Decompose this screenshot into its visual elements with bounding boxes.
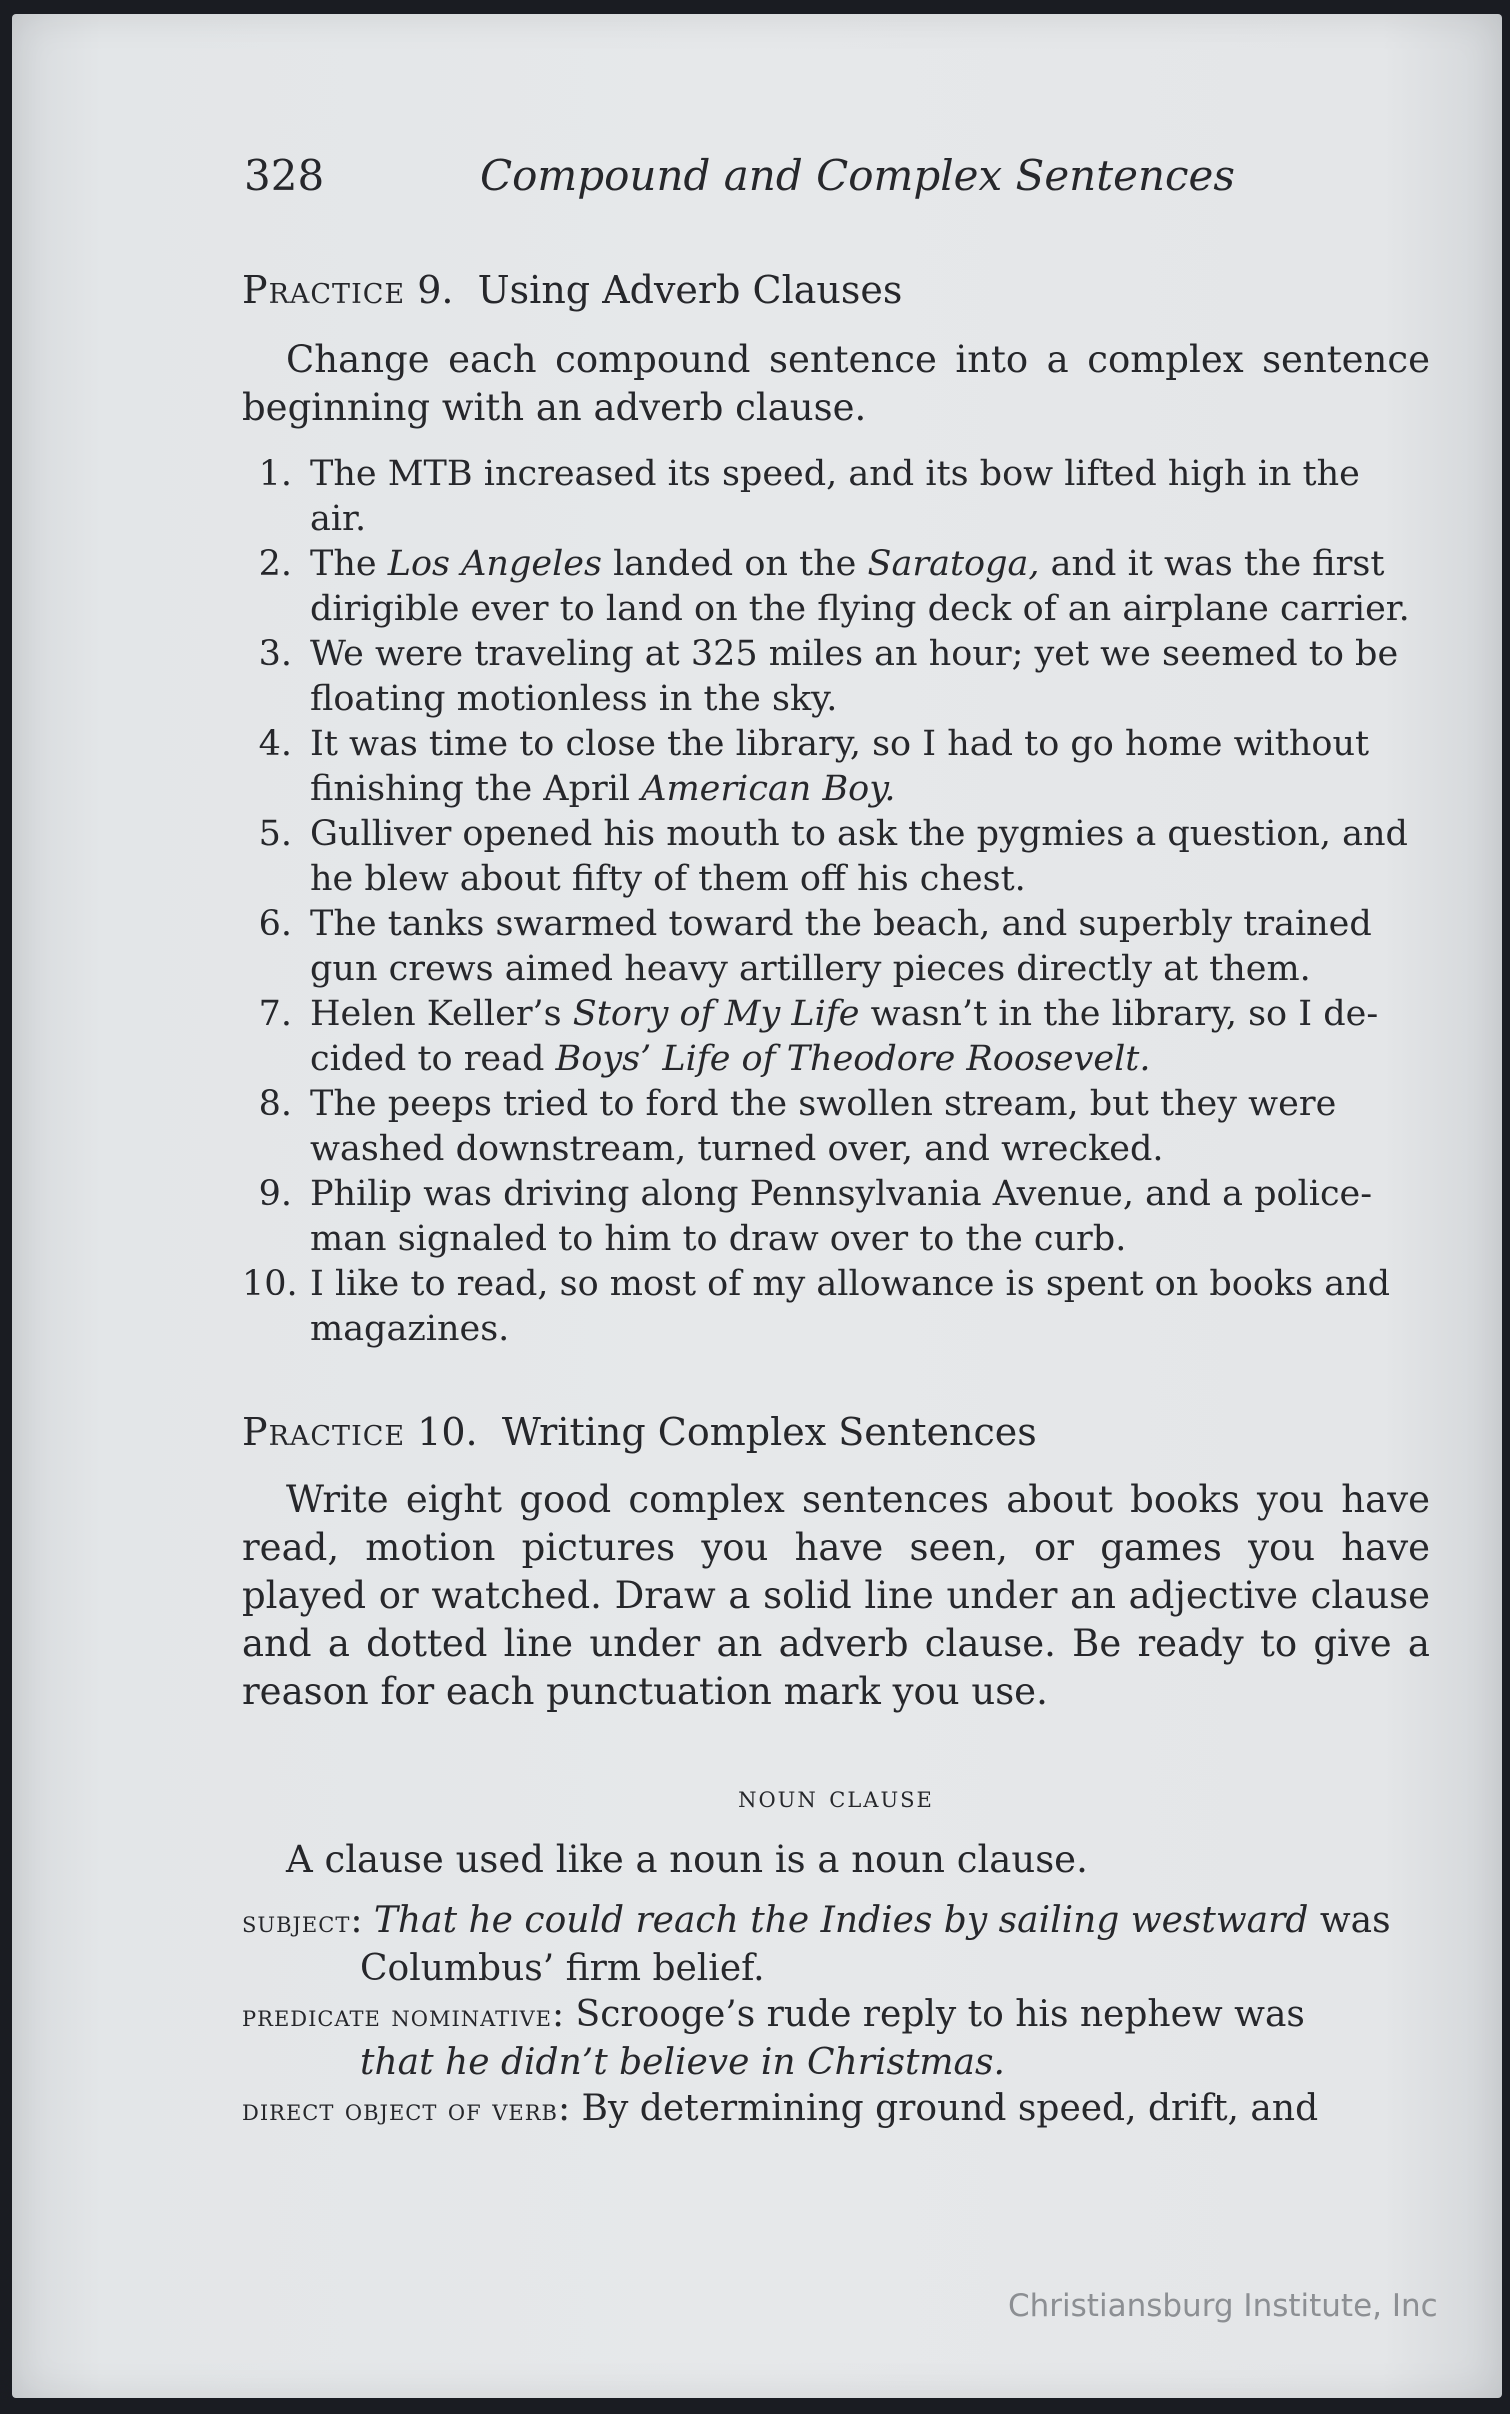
- item-italic: Story of My Life: [572, 994, 860, 1034]
- example-label: subject: [242, 1905, 351, 1940]
- running-title: Compound and Complex Sentences: [480, 151, 1235, 200]
- direct-object-example: direct object of verb: By determining ground speed, drift, and: [242, 2088, 1319, 2129]
- item-text: man signaled to him to draw over to the curb.: [310, 1219, 1127, 1259]
- item-text: washed downstream, turned over, and wrecked.: [310, 1129, 1164, 1169]
- predicate-nominative-example: predicate nominative: Scrooge’s rude reply to his nephew was that he didn’t believe in Christmas.: [242, 1992, 1430, 2086]
- page-number: 328: [244, 151, 325, 200]
- exercise-item: [242, 1262, 1430, 1352]
- item-text: The MTB increased its speed, and its bow lifted high in the: [310, 454, 1360, 494]
- practice-number: 9.: [417, 268, 454, 312]
- practice-9-instruction: Change each compound sentence into a complex sentence beginning with an adverb clause.: [242, 338, 1430, 429]
- item-text: The tanks swarmed toward the beach, and superbly trained: [310, 904, 1372, 944]
- watermark: Christiansburg Institute, Inc: [1008, 2288, 1438, 2324]
- item-italic: American Boy.: [641, 769, 896, 809]
- item-text: he blew about fifty of them off his chest.: [310, 859, 1026, 899]
- item-text: air.: [310, 499, 367, 539]
- practice-title: Writing Complex Sentences: [501, 1410, 1037, 1454]
- item-number: 8.: [258, 1084, 292, 1124]
- subject-example: subject: That he could reach the Indies by sailing westward was Columbus’ firm belief.: [242, 1898, 1430, 1992]
- item-text: Helen Keller’s: [310, 994, 573, 1034]
- exercise-item: [242, 812, 1430, 902]
- example-label: predicate nominative: [242, 1999, 552, 2034]
- item-number: 1.: [258, 454, 292, 494]
- practice-label: Practice: [242, 268, 406, 312]
- item-text: We were traveling at 325 miles an hour; yet we seemed to be: [310, 634, 1399, 674]
- item-number: 5.: [258, 814, 292, 854]
- example-text: Scrooge’s rude reply to his nephew was: [575, 1994, 1305, 2035]
- practice-10-heading: [242, 1408, 1430, 1456]
- exercise-item: [242, 632, 1430, 722]
- practice-label: Practice: [242, 1410, 406, 1454]
- exercise-item: [242, 1172, 1430, 1262]
- exercise-item: [242, 542, 1430, 632]
- practice-number: 10.: [417, 1410, 478, 1454]
- item-number: 10.: [242, 1264, 298, 1304]
- example-text: Columbus’ firm belief.: [360, 1948, 765, 1989]
- item-text: It was time to close the library, so I had to go home without: [310, 724, 1370, 764]
- exercise-item: [242, 1082, 1430, 1172]
- exercise-item: [242, 722, 1430, 812]
- item-text: The: [310, 544, 388, 584]
- item-text: landed on the: [601, 544, 868, 584]
- item-number: 7.: [258, 994, 292, 1034]
- noun-clause-intro: A clause used like a noun is a noun clause.: [286, 1838, 1088, 1881]
- example-italic: that he didn’t believe in Christmas.: [360, 2042, 1005, 2083]
- item-text: The peeps tried to ford the swollen stream, but they were: [310, 1084, 1337, 1124]
- item-number: 3.: [258, 634, 292, 674]
- item-text: gun crews aimed heavy artillery pieces directly at them.: [310, 949, 1311, 989]
- item-text: Philip was driving along Pennsylvania Avenue, and a police-: [310, 1174, 1373, 1214]
- practice-10-section: [242, 1408, 1430, 1716]
- example-text: By determining ground speed, drift, and: [581, 2088, 1319, 2129]
- exercise-item: [242, 452, 1430, 542]
- item-text: I like to read, so most of my allowance is spent on books and: [310, 1264, 1391, 1304]
- item-italic: Boys’ Life of Theodore Roosevelt.: [555, 1039, 1151, 1079]
- example-text: was: [1308, 1900, 1391, 1941]
- item-text: floating motionless in the sky.: [310, 679, 838, 719]
- item-text: and it was the first: [1039, 544, 1385, 584]
- item-text: cided to read: [310, 1039, 556, 1079]
- item-italic: Los Angeles: [387, 544, 602, 584]
- item-italic: Saratoga,: [867, 544, 1040, 584]
- exercise-item: [242, 992, 1430, 1082]
- item-number: 6.: [258, 904, 292, 944]
- item-number: 9.: [258, 1174, 292, 1214]
- item-number: 2.: [258, 544, 292, 584]
- item-text: dirigible ever to land on the flying deck of an airplane carrier.: [310, 589, 1410, 629]
- section-heading: noun clause: [738, 1780, 934, 1815]
- exercise-item: [242, 902, 1430, 992]
- practice-10-instruction: Write eight good complex sentences about books you have read, motion pictures you have seen, or games you have played or watched. Draw a solid line under an adjective clause and a dotted line under an adverb clause. Be ready to give a reason for each punctuation mark you use.: [242, 1478, 1430, 1713]
- item-text: wasn’t in the library, so I de-: [859, 994, 1379, 1034]
- example-italic: That he could reach the Indies by sailing westward: [373, 1900, 1309, 1941]
- item-text: Gulliver opened his mouth to ask the pygmies a question, and: [310, 814, 1408, 854]
- practice-9-heading: [242, 266, 1430, 314]
- item-text: magazines.: [310, 1309, 510, 1349]
- practice-9-section: [242, 266, 1430, 1352]
- item-number: 4.: [258, 724, 292, 764]
- noun-clause-section: [242, 1778, 1430, 2134]
- item-text: finishing the April: [310, 769, 642, 809]
- example-label: direct object of verb: [242, 2093, 558, 2128]
- exercise-list: [242, 452, 1430, 1352]
- practice-title: Using Adverb Clauses: [477, 268, 903, 312]
